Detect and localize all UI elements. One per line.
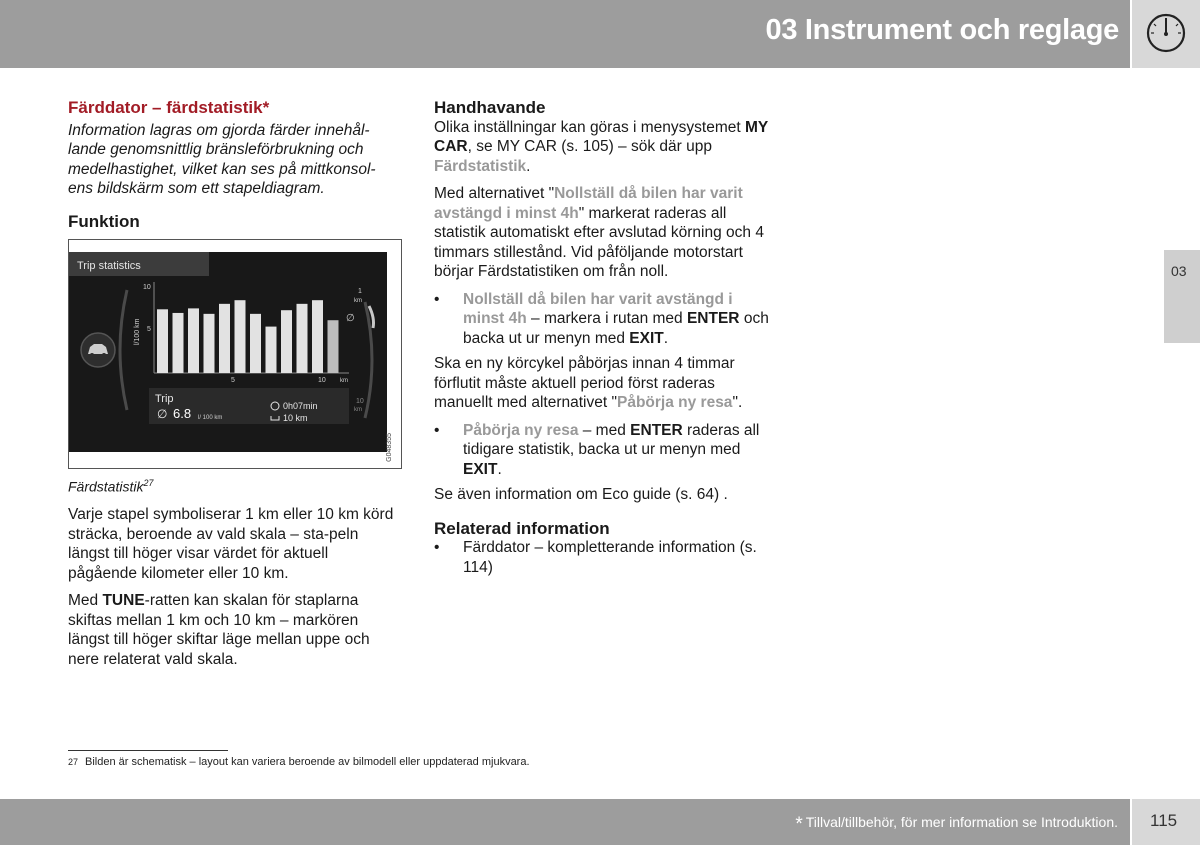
scale-top-value: 1 xyxy=(358,288,362,295)
bar xyxy=(266,327,277,373)
menu-option: Nollställ då bilen har varit avstängd i minst 4h xyxy=(434,185,743,222)
page-title: 03 Instrument och reglage xyxy=(765,14,1119,46)
trip-unit: l/ 100 km xyxy=(198,415,223,421)
body-paragraph: Med TUNE-ratten kan skalan för staplarna skiftas mellan 1 km och 10 km – markören längst till höger skiftar läge mellan uppe och nere relaterat vald skala. xyxy=(68,592,370,668)
bar xyxy=(297,304,308,373)
footnote: 27 Bilden är schematisk – layout kan variera beroende av bilmodell eller uppdaterad mjukvara. xyxy=(68,756,530,768)
list-item: • Nollställ då bilen har varit avstängd i minst 4h – markera i rutan med ENTER och backa ut ur menyn med EXIT. xyxy=(434,290,769,347)
trip-label: Trip xyxy=(155,393,174,405)
bar xyxy=(250,314,261,373)
figure-id: G048355 xyxy=(385,433,393,462)
no-value-icon: ∅ xyxy=(346,313,355,324)
bar xyxy=(204,314,215,373)
x-tick-end: 10 xyxy=(318,377,326,384)
bar xyxy=(312,300,323,373)
section-title: Färddator – färdstatistik* xyxy=(68,98,270,117)
list-item: • Färddator – kompletterande information (s. 114) xyxy=(434,539,757,576)
scale-bottom-unit: km xyxy=(354,407,362,413)
handhavande-heading: Handhavande xyxy=(434,98,546,117)
menu-option: Påbörja ny resa xyxy=(463,421,579,439)
chapter-icon-box xyxy=(1132,0,1200,68)
body-paragraph: Varje stapel symboliserar 1 km eller 10 km körd sträcka, beroende av vald skala – sta-peln längst till höger visar värdet för aktuell pågående kilometer eller 10 km. xyxy=(68,506,394,582)
menu-option: Nollställ då bilen har varit avstängd i minst 4h xyxy=(463,290,733,327)
scale-bottom-value: 10 xyxy=(356,398,364,405)
caption-footnote-ref: 27 xyxy=(143,478,154,488)
scale-top-unit: km xyxy=(354,298,362,304)
page-number: 115 xyxy=(1150,811,1178,830)
menu-option: Färdstatistik xyxy=(434,157,527,175)
bar xyxy=(157,309,168,373)
y-tick-mid: 5 xyxy=(147,326,151,333)
funktion-heading: Funktion xyxy=(68,211,140,231)
trip-statistics-screen xyxy=(69,240,403,470)
body-paragraph: Med alternativet "Nollställ då bilen har varit avstängd i minst 4h" markerat raderas all statistik automatiskt efter avslutad körning och 4 timmars stillestånd. Vid påföljande motorstart börjar Färdstatistiken om från noll. xyxy=(434,185,764,280)
bar xyxy=(188,308,199,373)
footer-note: * Tillval/tillbehör, för mer information se Introduktion. xyxy=(795,814,1118,835)
bar xyxy=(281,310,292,373)
x-tick-mid: 5 xyxy=(231,377,235,384)
body-paragraph: Olika inställningar kan göras i menysystemet MY CAR, se MY CAR (s. 105) – sök där upp Färdstatistik. xyxy=(434,118,768,175)
trip-distance: 10 km xyxy=(283,413,308,423)
trip-value: 6.8 xyxy=(173,406,192,421)
y-axis-unit: l/100 km xyxy=(134,318,141,345)
related-heading: Relaterad information xyxy=(434,518,610,538)
trip-time: 0h07min xyxy=(283,401,318,411)
right-column xyxy=(434,96,774,577)
figure-caption: Färdstatistik$^{27}$ xyxy=(68,478,154,495)
bar xyxy=(173,313,184,373)
trip-fuel-icon: ∅ xyxy=(157,407,168,421)
footnote-rule xyxy=(68,750,228,751)
bar xyxy=(235,300,246,373)
chapter-side-tab-label: 03 xyxy=(1171,263,1187,279)
bar xyxy=(328,320,339,373)
intro-text: Information lagras om gjorda färder innehål-lande genomsnittlig bränsleförbrukning och medelhastighet, vilket kan ses på mittkonsol-ens bildskärm som ett stapeldiagram. xyxy=(68,121,376,197)
body-paragraph: Ska en ny körcykel påbörjas innan 4 timmar förflutit måste aktuell period först raderas manuellt med alternativet "Påbörja ny resa". xyxy=(434,355,743,411)
y-tick-top: 10 xyxy=(143,284,151,291)
trip-statistics-figure xyxy=(68,239,402,469)
gauge-icon xyxy=(1145,12,1187,54)
chapter-side-tab xyxy=(1164,250,1200,343)
list-item: • Påbörja ny resa – med ENTER raderas all tidigare statistik, backa ut ur menyn med EXIT. xyxy=(434,421,760,478)
x-axis-unit: km xyxy=(340,378,348,384)
menu-option: Påbörja ny resa xyxy=(616,394,733,411)
screen-title: Trip statistics xyxy=(77,260,141,272)
bar xyxy=(219,304,230,373)
body-paragraph: Se även information om Eco guide (s. 64) . xyxy=(434,486,728,503)
left-column xyxy=(68,96,398,669)
